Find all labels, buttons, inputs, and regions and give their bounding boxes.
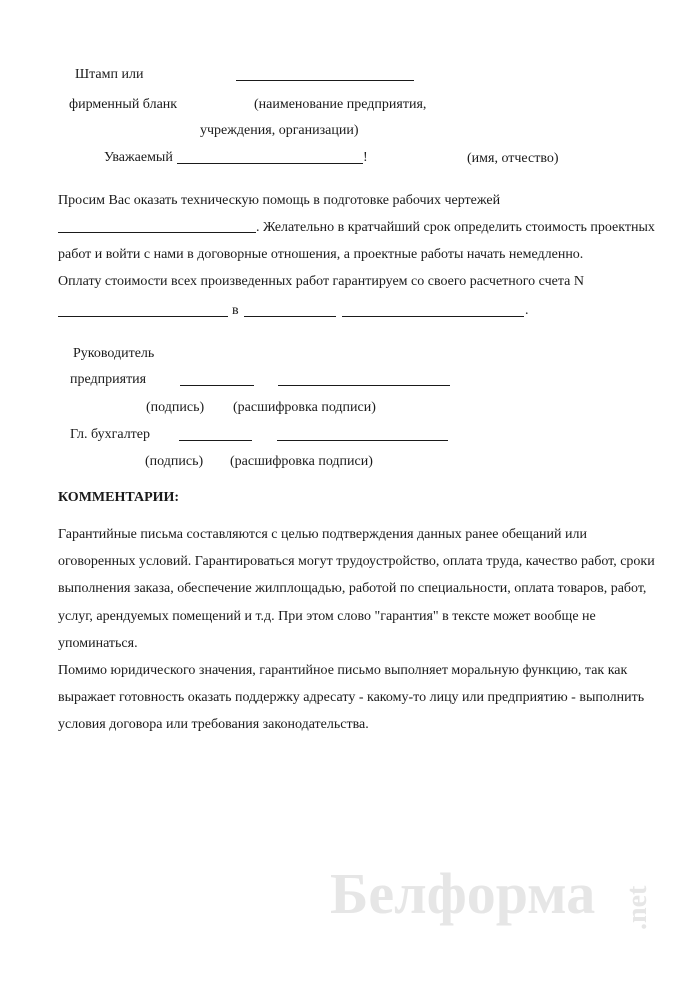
body-period: . — [525, 303, 529, 318]
watermark-suffix: .net — [622, 885, 653, 930]
head-decode-hint: (расшифровка подписи) — [233, 400, 376, 415]
bank-name-line-2 — [342, 316, 524, 317]
comment-line-3: выполнения заказа, обеспечение жилплощадью, работой по специальности, оплата товаров, работ, — [58, 581, 647, 596]
stamp-label-line2: фирменный бланк — [69, 97, 178, 112]
comment-line-4: услуг, арендуемых помещений и т.д. При этом слово "гарантия" в тексте может вообще не — [58, 609, 596, 624]
head-signature-hint: (подпись) — [146, 400, 205, 415]
comment-line-5: упоминаться. — [58, 636, 138, 651]
stamp-label-line1: Штамп или — [75, 67, 144, 82]
head-signature-line — [180, 385, 254, 386]
account-number-line — [58, 316, 228, 317]
accountant-signature-hint: (подпись) — [145, 454, 204, 469]
salutation-exclamation: ! — [363, 150, 368, 165]
salutation-label: Уважаемый — [104, 150, 173, 165]
accountant-decode-hint: (расшифровка подписи) — [230, 454, 373, 469]
head-title-line1: Руководитель — [73, 346, 155, 361]
body-line-4: Оплату стоимости всех произведенных работ гарантируем со своего расчетного счета N — [58, 274, 584, 289]
accountant-signature-line — [179, 440, 252, 441]
watermark-brand: Белформа — [330, 861, 596, 926]
comment-line-2: оговоренных условий. Гарантироваться могут трудоустройство, оплата труда, качество работ, сроки — [58, 554, 655, 569]
comment-line-7: выражает готовность оказать поддержку адресату - какому-то лицу или предприятию - выполнить — [58, 690, 645, 705]
body-line-2: . Желательно в кратчайший срок определить стоимость проектных — [256, 220, 655, 235]
addressee-name-line — [177, 163, 363, 164]
comment-line-1: Гарантийные письма составляются с целью подтверждения данных ранее обещаний или — [58, 527, 587, 542]
accountant-title: Гл. бухгалтер — [70, 427, 151, 442]
in-bank-word: в — [232, 303, 239, 318]
head-decode-line — [278, 385, 450, 386]
organization-hint-line1: (наименование предприятия, — [254, 97, 427, 112]
drawings-blank-line — [58, 232, 256, 233]
body-line-3: работ и войти с нами в договорные отношения, а проектные работы начать немедленно. — [58, 247, 584, 262]
comments-heading: КОММЕНТАРИИ: — [58, 490, 180, 505]
name-hint: (имя, отчество) — [467, 151, 559, 166]
organization-hint-line2: учреждения, организации) — [200, 123, 359, 138]
head-title-line2: предприятия — [70, 372, 147, 387]
comment-line-8: условия договора или требования законодательства. — [58, 717, 369, 732]
accountant-decode-line — [277, 440, 448, 441]
bank-name-line-1 — [244, 316, 336, 317]
body-line-1: Просим Вас оказать техническую помощь в подготовке рабочих чертежей — [58, 193, 501, 208]
comment-line-6: Помимо юридического значения, гарантийное письмо выполняет моральную функцию, так как — [58, 663, 628, 678]
organization-name-line — [236, 80, 414, 81]
